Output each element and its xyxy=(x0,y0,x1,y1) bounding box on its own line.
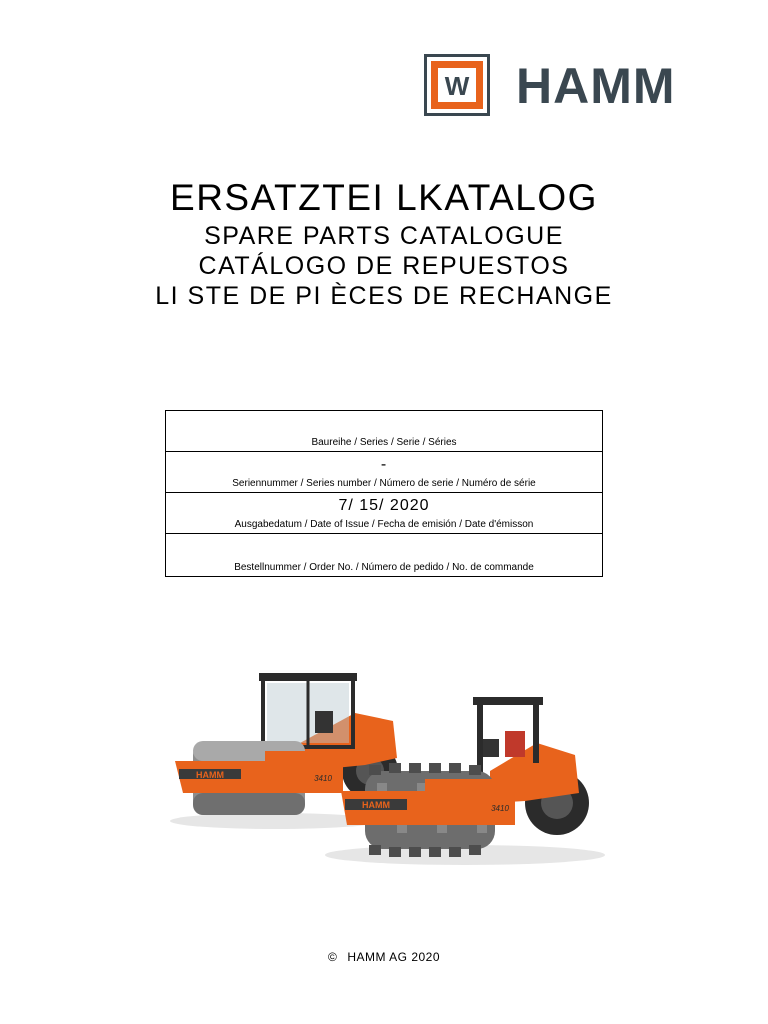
series-row xyxy=(166,411,602,452)
title-english: SPARE PARTS CATALOGUE xyxy=(204,222,564,250)
right-roller-brand: HAMM xyxy=(362,800,390,810)
left-roller-model: 3410 xyxy=(314,774,332,783)
hamm-logo xyxy=(424,54,708,116)
hamm-logo-mark-icon xyxy=(424,54,490,116)
issue-date-label: Ausgabedatum / Date of Issue / Fecha de emisión / Date d'émisson xyxy=(234,519,534,530)
series-label: Baureihe / Series / Serie / Séries xyxy=(311,437,457,448)
copyright-icon: © xyxy=(327,950,338,964)
catalog-info-table xyxy=(165,410,603,577)
serial-number-row xyxy=(166,452,602,493)
copyright-footer xyxy=(0,950,768,964)
left-roller-brand: HAMM xyxy=(196,770,224,780)
catalog-titles xyxy=(0,175,768,311)
brand-name: HAMM xyxy=(516,58,676,114)
issue-date-value: 7/ 15/ 2020 xyxy=(338,497,430,514)
title-french: LI STE DE PI ÈCES DE RECHANGE xyxy=(155,282,613,310)
logo-letter: W xyxy=(444,71,470,101)
title-main: ERSATZTEI LKATALOG xyxy=(170,177,598,218)
serial-number-value: - xyxy=(380,456,388,473)
issue-date-row xyxy=(166,493,602,534)
order-number-row xyxy=(166,534,602,576)
title-spanish: CATÁLOGO DE REPUESTOS xyxy=(198,252,570,280)
copyright-text: HAMM AG 2020 xyxy=(347,950,441,964)
right-roller-model: 3410 xyxy=(491,804,509,813)
order-number-label: Bestellnummer / Order No. / Número de pedido / No. de commande xyxy=(234,562,534,573)
serial-number-label: Seriennummer / Series number / Número de serie / Numéro de série xyxy=(232,478,536,489)
road-rollers-image xyxy=(165,643,605,883)
